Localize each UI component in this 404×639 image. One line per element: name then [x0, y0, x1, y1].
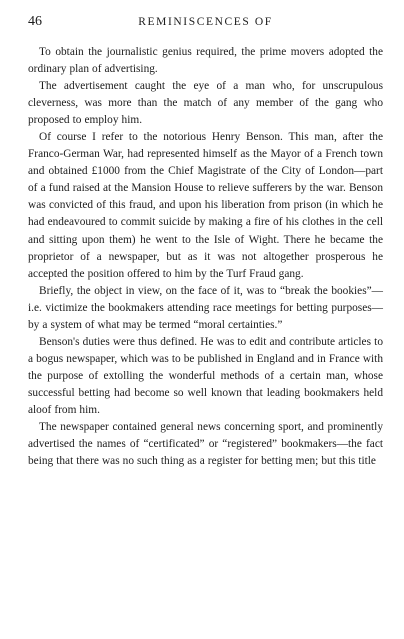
running-header: [28, 14, 383, 36]
paragraph-2: The advertisement caught the eye of a man who, for unscrupulous cleverness, was more than the match of any member of the gang who proposed to employ him.: [28, 80, 383, 127]
paragraph-1: To obtain the journalistic genius required, the prime movers adopted the ordinary plan of advertising.: [28, 46, 383, 76]
paragraph-4: Briefly, the object in view, on the face of it, was to “break the bookies”—i.e. victimize the bookmakers attending race meetings for betting purposes—by a system of what may be termed “moral certainties.”: [28, 284, 383, 331]
running-title: REMINISCENCES OF: [138, 16, 273, 28]
paragraph-6: The newspaper contained general news concerning sport, and prominently advertised the names of “certificated” or “registered” bookmakers—the fact being that there was no such thing as a register for betting men; but this title: [28, 421, 383, 468]
page-number: 46: [28, 14, 42, 29]
paragraph-5: Benson's duties were thus defined. He was to edit and contribute articles to a bogus newspaper, which was to be published in England and in France with the purpose of extolling the wonderful methods of a certain man, whose successful betting had become so well known that leading bookmakers held aloof from him.: [28, 335, 383, 416]
paragraph-3: Of course I refer to the notorious Henry Benson. This man, after the Franco-German War, had represented himself as the Mayor of a French town and obtained £1000 from the Chief Magistrate of the City of London—part of a fund raised at the Mansion House to relieve sufferers by the war. Benson was convicted of this fraud, and upon his liberation from prison (in which he had endeavoured to commit suicide by making a fire of his clothes in the cell and sitting upon them) he went to the Isle of Wight. There he became the proprietor of a newspaper, but as it was not altogether prosperous he accepted the position offered to him by the Turf Fraud gang.: [28, 131, 383, 280]
body-text: [28, 44, 383, 470]
